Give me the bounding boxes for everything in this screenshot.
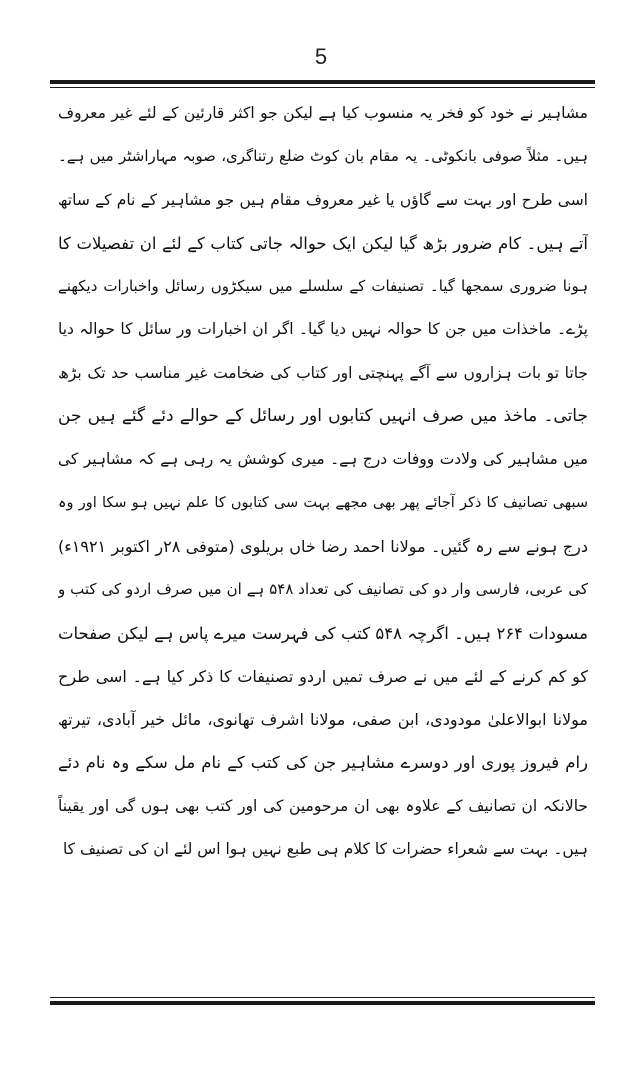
text-line: مسودات ۲۶۴ ہیں۔ اگرچہ ۵۴۸ کتب کی فہرست میرے پاس ہے لیکن صفحات <box>58 623 588 643</box>
text-line: جاتا تو بات ہزاروں سے آگے پہنچتی اور کتاب کی ضخامت غیر مناسب حد تک بڑھ <box>58 363 588 382</box>
text-line: جاتی۔ ماخذ میں صرف انہیں کتابوں اور رسائل کے حوالے دئے گئے ہیں جن <box>58 406 588 427</box>
text-line: ہیں۔ مثلاً صوفی بانکوٹی۔ یہ مقام بان کوٹ ضلع رتناگری، صوبہ مہاراشٹر میں ہے۔ <box>58 147 588 166</box>
header-divider <box>50 80 595 88</box>
text-line: حالانکہ ان تصانیف کے علاوہ بھی ان مرحومین کی اور کتب بھی ہوں گی اور یقیناً <box>58 796 588 815</box>
text-line: ہونا ضروری سمجھا گیا۔ تصنیفات کے سلسلے میں سیکڑوں رسائل واخبارات دیکھنے <box>58 277 588 296</box>
text-line: ہیں۔ بہت سے شعراء حضرات کا کلام ہی طبع نہیں ہوا اس لئے ان کی تصنیف کا <box>62 840 588 859</box>
text-line: آتے ہیں۔ کام ضرور بڑھ گیا لیکن ایک حوالہ جاتی کتاب کے لئے ان تفصیلات کا <box>58 233 588 253</box>
text-line: میں مشاہیر کی ولادت ووفات درج ہے۔ میری کوشش یہ رہی ہے کہ مشاہیر کی <box>58 450 588 469</box>
text-line: درج ہونے سے رہ گئیں۔ مولانا احمد رضا خاں بریلوی (متوفی ۲۸ر اکتوبر ۱۹۲۱ء) <box>58 536 588 556</box>
text-line: سبھی تصانیف کا ذکر آجائے پھر بھی مجھے بہت سی کتابوں کا علم نہیں ہو سکا اور وہ <box>58 494 588 511</box>
text-line: پڑے۔ ماخذات میں جن کا حوالہ نہیں دیا گیا۔ اگر ان اخبارات ور سائل کا حوالہ دیا <box>58 320 588 339</box>
text-line: مولانا ابوالاعلیٰ مودودی، ابن صفی، مولانا اشرف تھانوی، مائل خیر آبادی، تیرتھ <box>58 710 588 730</box>
footer-divider <box>50 997 595 1005</box>
text-line: رام فیروز پوری اور دوسرے مشاہیر جن کی کتب کے نام مل سکے وہ نام دئے <box>58 753 588 773</box>
body-text <box>58 92 588 871</box>
text-line: مشاہیر نے خود کو فخر یہ منسوب کیا ہے لیکن جو اکثر قارئین کے لئے غیر معروف <box>58 104 588 122</box>
text-line: کی عربی، فارسی وار دو کی تصانیف کی تعداد ۵۴۸ ہے ان میں صرف اردو کی کتب و <box>58 580 588 599</box>
text-line: کو کم کرنے کے لئے میں نے صرف تمیں اردو تصنیفات کا ذکر کیا ہے۔ اسی طرح <box>58 666 588 686</box>
text-line: اسی طرح اور بہت سے گاؤں یا غیر معروف مقام ہیں جو مشاہیر کے نام کے ساتھ <box>58 190 588 209</box>
page-number: 5 <box>314 44 328 69</box>
